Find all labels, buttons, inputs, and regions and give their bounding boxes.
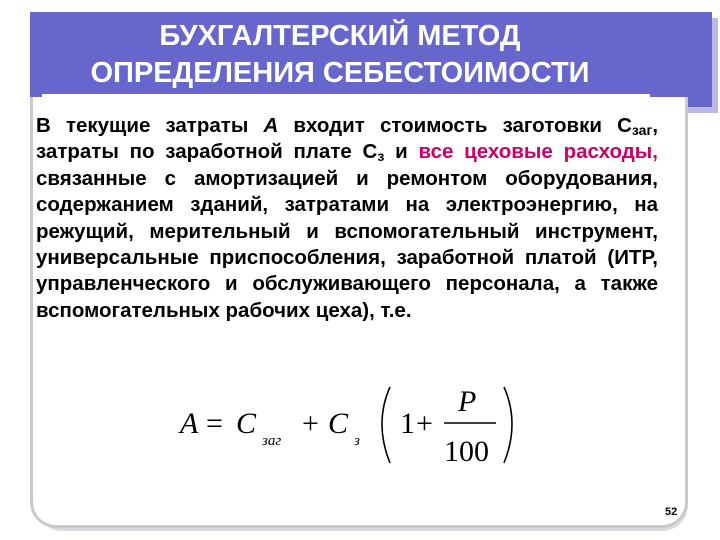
formula-c-z: C — [328, 407, 349, 440]
right-paren — [504, 387, 512, 463]
body-text-1: В текущие затраты — [36, 114, 264, 137]
body-text-2: входит стоимость заготовки С — [278, 114, 632, 137]
title-banner — [30, 12, 712, 107]
formula-a: A — [180, 407, 199, 440]
formula-sub-z: з — [354, 433, 360, 449]
formula-plus-2: + — [416, 407, 433, 440]
highlight-shop-costs: все цеховые расходы, — [418, 140, 658, 164]
formula-plus: + — [302, 407, 319, 440]
body-text-4: и — [384, 140, 419, 164]
formula-numerator: P — [458, 385, 477, 418]
symbol-a: А — [263, 114, 279, 137]
body-text-3: , затраты по заработной плате С — [36, 114, 659, 164]
title-line-2: ОПРЕДЕЛЕНИЯ СЕБЕСТОИМОСТИ — [90, 57, 590, 89]
slide-title — [30, 12, 650, 92]
subscript-zag: заг — [631, 122, 653, 138]
formula-sub-zag: заг — [262, 433, 282, 449]
formula-c-zag: C — [236, 407, 257, 440]
subscript-z: з — [377, 148, 385, 165]
formula-one: 1 — [400, 407, 415, 440]
left-paren — [382, 387, 390, 463]
formula-equals: = — [206, 407, 223, 440]
title-line-1: БУХГАЛТЕРСКИЙ МЕТОД — [159, 20, 521, 52]
body-text-5: связанные с амортизацией и ремонтом оборудования, содержанием зданий, затратами на электроэнергию, на режущий, мерительный и вспомогательный инструмент, универсальные приспособления, заработной платой (ИТР, управленческого и обслуживающего персонала, а также вспомогательных рабочих цеха), т.е. — [36, 166, 658, 322]
page-number: 52 — [665, 506, 678, 518]
formula-denominator: 100 — [444, 435, 489, 468]
cost-formula — [178, 375, 518, 475]
body-paragraph — [36, 113, 658, 324]
